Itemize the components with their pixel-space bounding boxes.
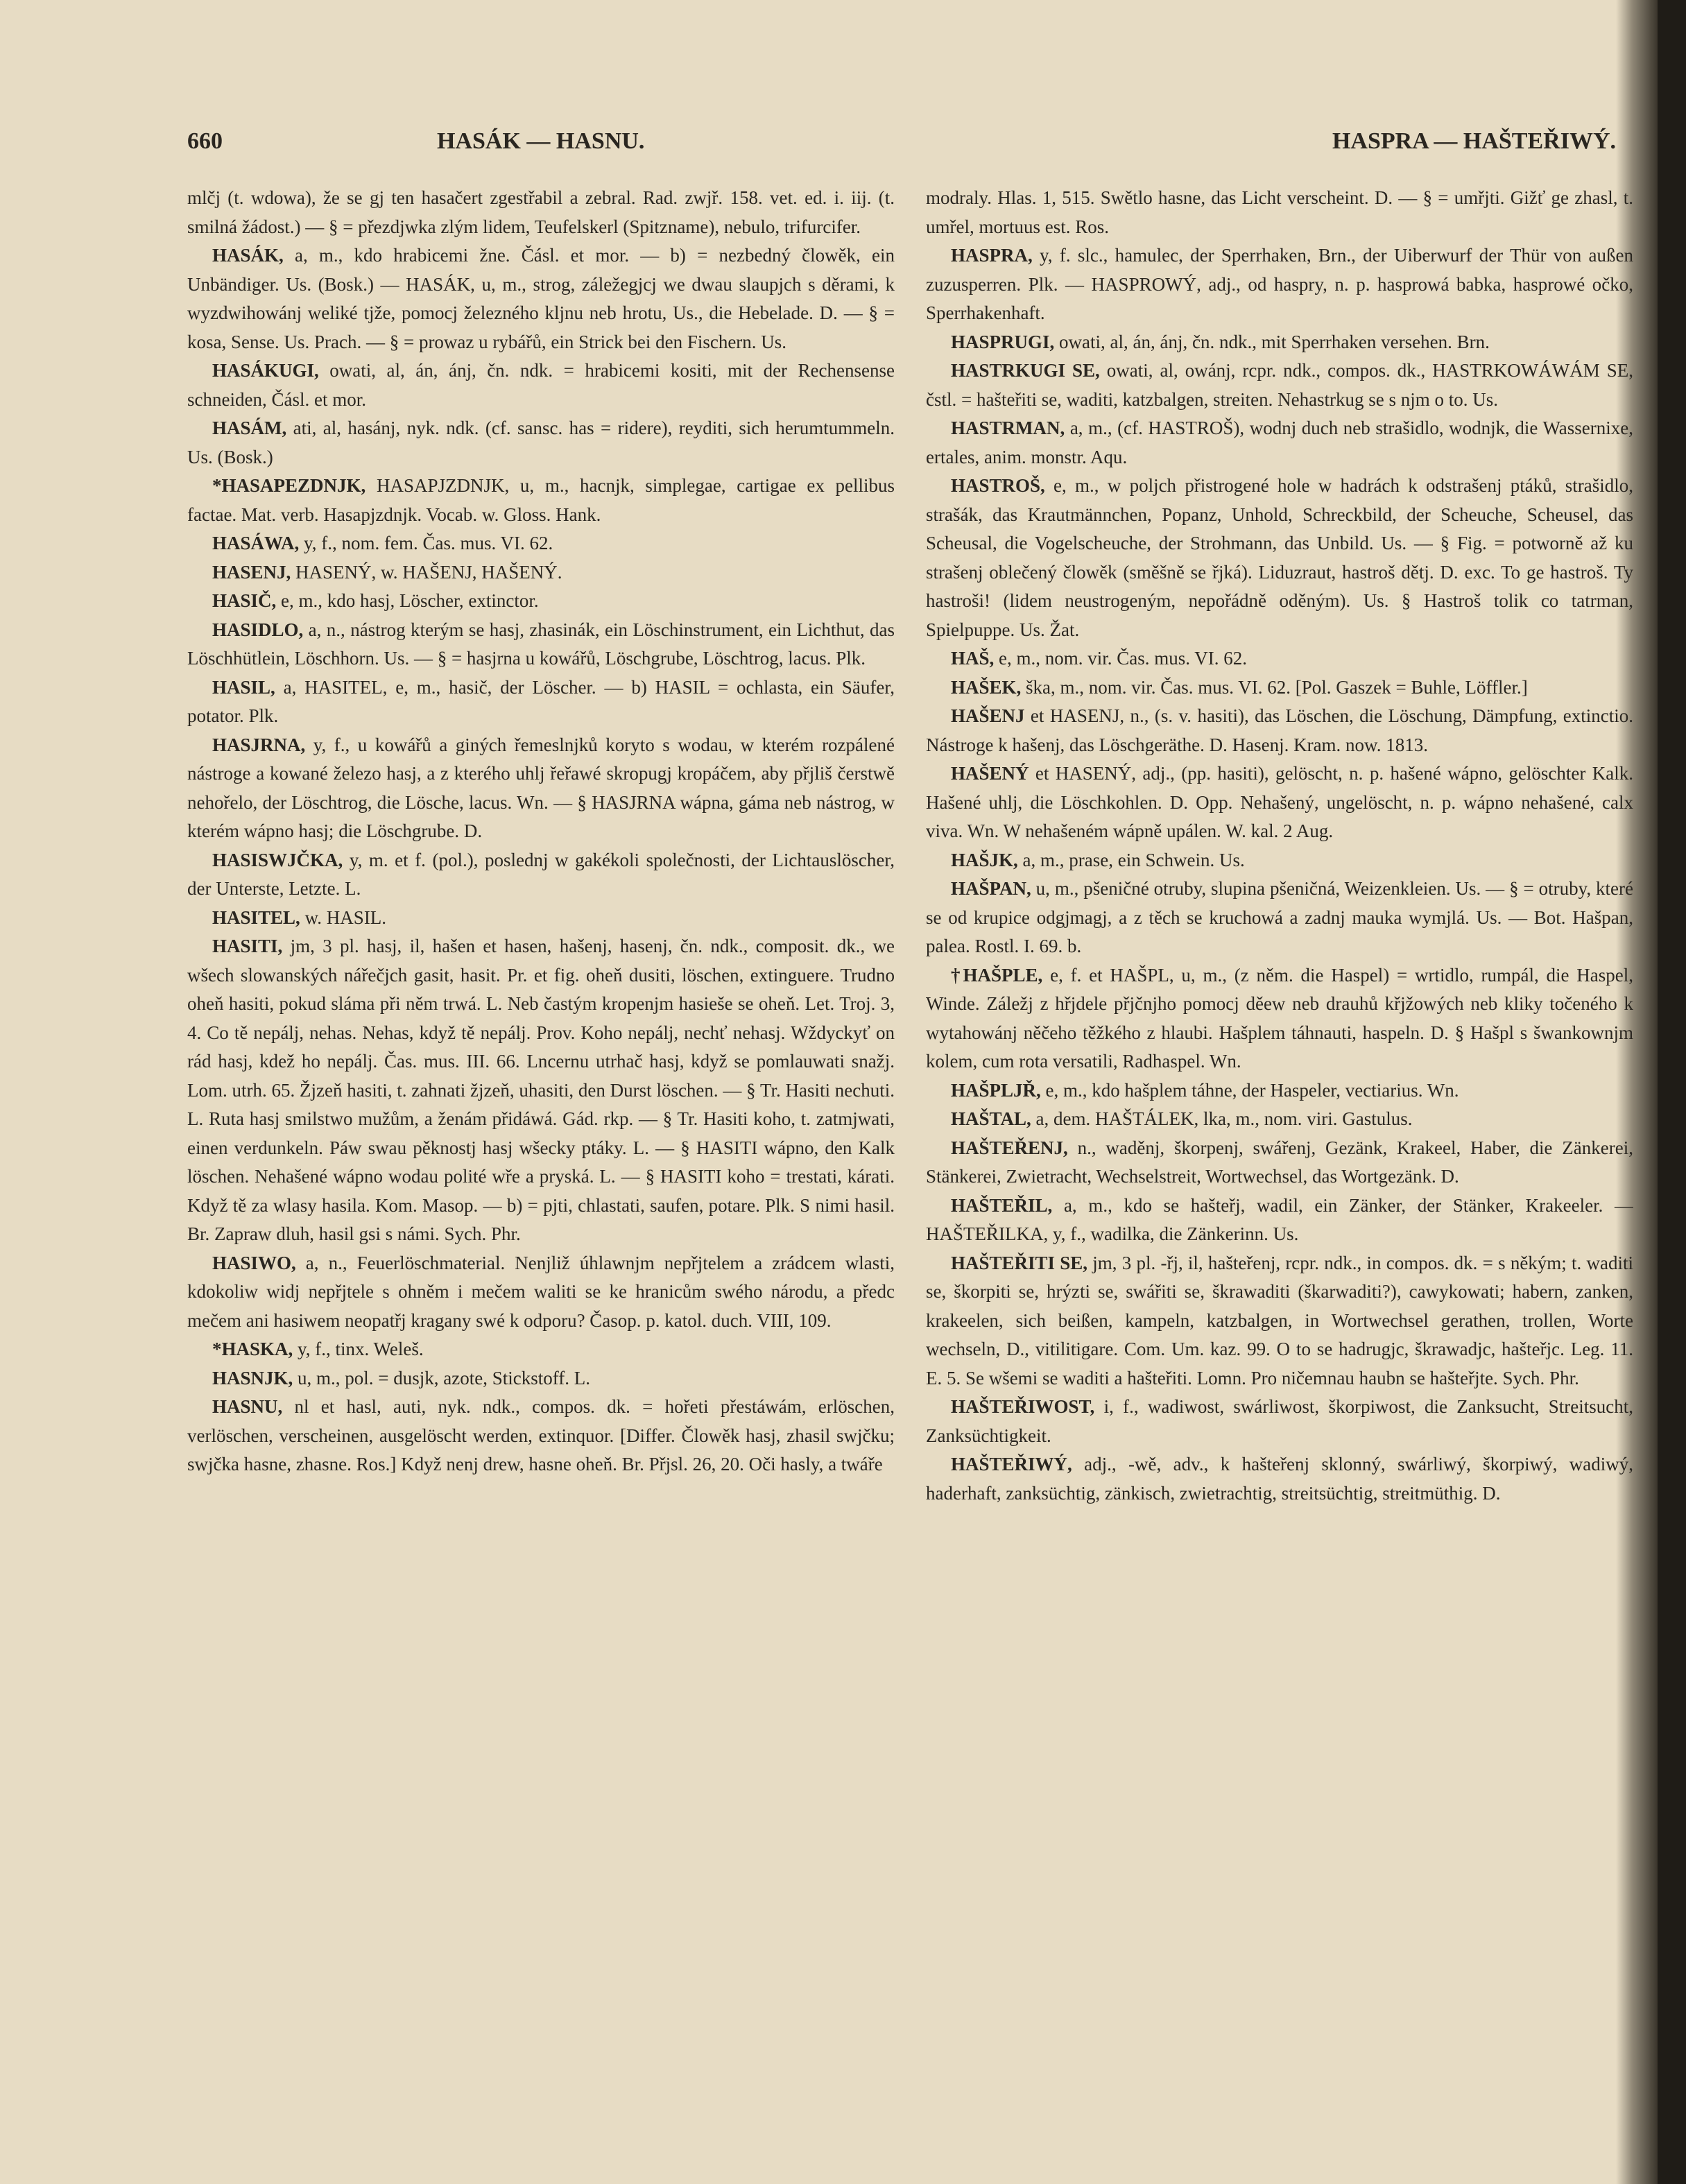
entry-text: adj., -wě, adv., k hašteřenj sklonný, swárliwý, škorpiwý, wadiwý, haderhaft, zanksüchtig, zänkisch, zwietrachtig, streitsüchtig, streitmüthig. D. — [926, 1454, 1633, 1504]
dictionary-entry — [187, 1249, 895, 1336]
dictionary-entry — [187, 587, 895, 616]
entry-text: n., waděnj, škorpenj, swářenj, Gezänk, Krakeel, Haber, die Zänkerei, Stänkerei, Zwietracht, Wechselstreit, Wortwechsel, das Wortgezänk. D. — [926, 1137, 1633, 1187]
headword: HASNU, — [212, 1396, 283, 1417]
headword: HASITEL, — [212, 906, 300, 928]
headword: *HASAPEZDNJK, — [212, 475, 366, 496]
dictionary-entry — [187, 846, 895, 904]
entry-text: u, m., pol. = dusjk, azote, Stickstoff. L. — [293, 1367, 590, 1388]
entry-text: a, m., kdo hrabicemi žne. Čásl. et mor. — b) = nezbedný člowěk, ein Unbändiger. Us. (Bosk.) — HASÁK, u, m., strog, záležegjcj we dwau slaupjch s děrami, k wyzdwihowánj weliké tjže, pomocj železného kljnu neb hrotu, Us., die Hebelade. D. — § = kosa, Sense. Us. Prach. — § = prowaz u rybářů, ein Strick bei den Fischern. Us. — [187, 245, 895, 352]
dictionary-entry — [926, 702, 1633, 759]
entry-text: jm, 3 pl. hasj, il, hašen et hasen, hašenj, hasenj, čn. ndk., composit. dk., we wšech slowanských nářečjch gasit, hasit. Pr. et fig. oheň dusiti, löschen, extinguere. Trudno oheň hasiti, pokud sláma při něm trwá. L. Neb častým kropenjm hasieše se oheň. Let. Troj. 3, 4. Co tě nepálj, nehas. Nehas, když tě nepálj. Prov. Koho nepálj, nechť nehasj. Wždyckyť on rád hasj, kdež ho nepálj. Čas. mus. III. 66. Lncernu utrhač hasj, když se pomlauwati snažj. Lom. utrh. 65. Žjzeň hasiti, t. zahnati žjzeň, uhasiti, den Durst löschen. — § Tr. Hasiti nechuti. L. Ruta hasj smilstwo mužům, a ženám přidáwá. Gád. rkp. — § Tr. Hasiti koho, t. zatmjwati, einen verdunkeln. Páw swau pěknostj hasj wšecky ptáky. L. — § HASITI wápno, den Kalk löschen. Nehašené wápno wodau polité wře a pryská. L. — § HASITI koho = trestati, kárati. Když tě za wlasy hasila. Kom. Masop. — b) = pjti, chlastati, saufen, potare. Plk. S nimi hasil. Br. Zapraw dluh, hasil gsi s námi. Sych. Phr. — [187, 936, 895, 1244]
dictionary-entry — [926, 1192, 1633, 1249]
entry-text: e, m., w poljch přistrogené hole w hadrách k odstrašenj ptáků, strašidlo, strašák, das Krautmännchen, Popanz, Unhold, Schreckbild, der Scheuche, Scheusel, das Scheusal, die Vogelscheuche, der Strohmann, das Unbild. Us. — § Fig. = potworně až ku strašenj oblečený člowěk (směšně se řjká). Liduzraut, hastroš dětj. D. exc. To ge hastroš. Ty hastroši! (lidem neustrogeným, nepořádně oděným). Us. § Hastroš tolik co tatrman, Spielpuppe. Us. Žat. — [926, 475, 1633, 640]
dictionary-entry — [187, 241, 895, 356]
entry-text: ška, m., nom. vir. Čas. mus. VI. 62. [Pol. Gaszek = Buhle, Löffler.] — [1021, 676, 1528, 698]
headword: HASPRA, — [951, 245, 1033, 266]
headword: HAŠTEŘIWÝ, — [951, 1454, 1072, 1474]
entry-text: ati, al, hasánj, nyk. ndk. (cf. sansc. has = ridere), reyditi, sich herumtummeln. Us. (Bosk.) — [187, 418, 895, 467]
entry-text: y, f. slc., hamulec, der Sperrhaken, Brn., der Uiberwurf der Thür von außen zuzusperren. Plk. — HASPROWÝ, adj., od haspry, n. p. hasprowá babka, hasprowé očko, Sperrhakenhaft. — [926, 245, 1633, 323]
headword: HASIWO, — [212, 1252, 296, 1273]
left-column — [187, 184, 895, 2112]
entry-text: a, dem. HAŠTÁLEK, lka, m., nom. viri. Gastulus. — [1031, 1108, 1413, 1129]
headword: HAŠENJ — [951, 705, 1025, 726]
headword: HAŠEK, — [951, 676, 1022, 698]
dictionary-entry — [926, 1134, 1633, 1192]
headword: HAŠPAN, — [951, 878, 1031, 899]
entry-text: a, m., (cf. HASTROŠ), wodnj duch neb strašidlo, wodnjk, die Wassernixe, ertales, anim. monstr. Aqu. — [926, 418, 1633, 467]
entry-text: a, m., kdo se hašteřj, wadil, ein Zänker, der Stänker, Krakeeler. — HAŠTEŘILKA, y, f., wadilka, die Zänkerinn. Us. — [926, 1194, 1633, 1244]
headword: HASÁKUGI, — [212, 360, 319, 381]
headword: HASÁM, — [212, 418, 287, 438]
headword: HASTRMAN, — [951, 418, 1065, 438]
headword: HASNJK, — [212, 1367, 293, 1388]
dictionary-entry — [926, 472, 1633, 644]
entry-text: e, f. et HAŠPL, u, m., (z něm. die Haspel) = wrtidlo, rumpál, die Haspel, Winde. Záležj z hřjdele přjčnjho pomocj děew neb drauhů křjžowých neb kliky točeného k wytahowánj něčeho těžkého z hlaubi. Hašplem táhnauti, haspeln. D. § Hašpl s šwankownjm kolem, cum rota versatili, Radhaspel. Wn. — [926, 964, 1633, 1072]
entry-text: owati, al, owánj, rcpr. ndk., compos. dk., HASTRKOWÁWÁM SE, čstl. = hašteřiti se, waditi, katzbalgen, streiten. Nehastrkug se s njm o to. Us. — [926, 360, 1633, 410]
entry-text: w. HASIL. — [300, 906, 387, 928]
entry-text: owati, al, án, ánj, čn. ndk., mit Sperrhaken versehen. Brn. — [1054, 331, 1490, 352]
headword: HASITI, — [212, 936, 283, 956]
right-column — [926, 184, 1633, 2112]
entry-text: jm, 3 pl. -řj, il, hašteřenj, rcpr. ndk., in compos. dk. = s někým; t. waditi se, škorpiti se, hrýzti se, swářiti se, škrawaditi (škarwaditi?), cawykowati; habern, zanken, krakeelen, sich beißen, kampeln, katzbalgen, in Wortwechsel gerathen, trollen, Worte wechseln, D., vitilitigare. Com. Um. kaz. 99. O to se hadrugjc, škrawadjc, hašteřjc. Leg. 11. E. 5. Se wšemi se waditi a hašteřiti. Lomn. Pro ničemnau haubn se hašteřjte. Sych. Phr. — [926, 1252, 1633, 1388]
headword: HAŠTEŘIL, — [951, 1194, 1053, 1216]
dictionary-entry — [926, 356, 1633, 414]
headword: HAŠTEŘITI SE, — [951, 1252, 1088, 1273]
entry-text: e, m., kdo hašplem táhne, der Haspeler, vectiarius. Wn. — [1040, 1079, 1459, 1101]
headword: HASÁWA, — [212, 533, 300, 553]
dictionary-entry — [926, 875, 1633, 961]
dictionary-entry — [187, 1393, 895, 1479]
headword: HASIL, — [212, 676, 275, 698]
headword: HASTROŠ, — [951, 475, 1045, 496]
entry-text: nl et hasl, auti, nyk. ndk., compos. dk. = hořeti přestáwám, erlöschen, verlöschen, verscheinen, ausgelöscht werden, extinquor. [Differ. Člowěk hasj, zhasil swjčku; swjčka hasne, zhasne. Ros.] Když nenj drew, hasne oheň. Br. Přjsl. 26, 20. Oči hasly, a twáře — [187, 1396, 895, 1474]
headword: HAŠTEŘENJ, — [951, 1137, 1068, 1158]
dictionary-entry — [187, 1364, 895, 1393]
dictionary-entry — [187, 356, 895, 414]
dictionary-entry — [187, 673, 895, 731]
entry-text: y, f., tinx. Weleš. — [293, 1339, 424, 1359]
headword: HASISWJČKA, — [212, 849, 343, 870]
entry-text: modraly. Hlas. 1, 515. Swětlo hasne, das Licht verscheint. D. — § = umřjti. Gižť ge zhasl, t. umřel, mortuus est. Ros. — [926, 187, 1633, 237]
headword: HAŠENÝ — [951, 763, 1029, 784]
entry-text: i, f., wadiwost, swárliwost, škorpiwost, die Zanksucht, Streitsucht, Zanksüchtigkeit. — [926, 1396, 1633, 1446]
dictionary-entry — [926, 184, 1633, 241]
entry-text: y, m. et f. (pol.), poslednj w gakékoli společnosti, der Lichtauslöscher, der Unterste, Letzte. L. — [187, 849, 895, 899]
headword: HASÁK, — [212, 245, 284, 266]
headword: HASIČ, — [212, 590, 277, 611]
dictionary-entry — [187, 616, 895, 673]
dictionary-entry — [187, 731, 895, 846]
dictionary-entry — [187, 529, 895, 558]
dictionary-entry — [926, 414, 1633, 472]
headword: HASIDLO, — [212, 619, 304, 640]
entry-text: y, f., nom. fem. Čas. mus. VI. 62. — [299, 533, 553, 553]
dictionary-entry — [187, 558, 895, 587]
headword: HASJRNA, — [212, 734, 306, 755]
right-running-head: HASPRA — HAŠTEŘIWÝ. — [1332, 128, 1616, 154]
headword: HAŠ, — [951, 648, 995, 669]
dictionary-entry — [926, 1450, 1633, 1508]
dictionary-entry — [187, 472, 895, 529]
dictionary-entry — [926, 241, 1633, 328]
dictionary-entry — [926, 1105, 1633, 1134]
dictionary-entry — [926, 961, 1633, 1076]
headword: HASENJ, — [212, 561, 291, 583]
entry-text: a, HASITEL, e, m., hasič, der Löscher. — b) HASIL = ochlasta, ein Säufer, potator. Plk. — [187, 676, 895, 726]
entry-text: HASENÝ, w. HAŠENJ, HAŠENÝ. — [291, 561, 562, 583]
dictionary-entry — [926, 328, 1633, 357]
headword: HAŠPLJŘ, — [951, 1079, 1041, 1101]
dictionary-entry — [926, 673, 1633, 703]
page-number: 660 — [187, 128, 223, 154]
entry-text: e, m., nom. vir. Čas. mus. VI. 62. — [994, 648, 1248, 669]
dictionary-entry — [926, 1076, 1633, 1106]
headword: *HASKA, — [212, 1339, 293, 1359]
dictionary-entry — [187, 932, 895, 1249]
dictionary-entry — [926, 1393, 1633, 1450]
headword: HASTRKUGI SE, — [951, 360, 1100, 381]
entry-text: a, n., Feuerlöschmaterial. Nenjliž úhlawnjm nepřjtelem a zrádcem wlasti, kdokoliw widj nepřjtele s ohněm i mečem waliti se ke hranicům swého národu, a předc mečem ani hasiwem neopatřj kragany swé k odporu? Časop. p. katol. duch. VIII, 109. — [187, 1252, 895, 1331]
entry-text: HASAPJZDNJK, u, m., hacnjk, simplegae, cartigae ex pellibus factae. Mat. verb. Hasapjzdnjk. Vocab. w. Gloss. Hank. — [187, 475, 895, 525]
dictionary-entry — [187, 904, 895, 933]
entry-text: a, m., prase, ein Schwein. Us. — [1017, 849, 1245, 870]
dictionary-entry — [926, 644, 1633, 673]
dictionary-entry — [187, 414, 895, 472]
entry-text: et HASENÝ, adj., (pp. hasiti), gelöscht, n. p. hašené wápno, gelöschter Kalk. Hašené uhlj, die Löschkohlen. D. Opp. Nehašený, ungelöscht, n. p. wápno nehašené, calx viva. Wn. W nehašeném wápně upálen. W. kal. 2 Aug. — [926, 763, 1633, 841]
entry-text: et HASENJ, n., (s. v. hasiti), das Löschen, die Löschung, Dämpfung, extinctio. Nástroge k hašenj, das Löschgeräthe. D. Hasenj. Kram. now. 1813. — [926, 705, 1633, 755]
entry-text: mlčj (t. wdowa), že se gj ten hasačert zgestřabil a zebral. Rad. zwjř. 158. vet. ed. i. iij. (t. smilná žádost.) — § = přezdjwka zlým lidem, Teufelskerl (Spitzname), nebulo, trifurcifer. — [187, 187, 895, 237]
entry-text: u, m., pšeničné otruby, slupina pšeničná, Weizenkleien. Us. — § = otruby, které se od krupice odgjmagj, a z těch se kruchowá a zadnj mauka wymjlá. Us. — Bot. Hašpan, palea. Rostl. I. 69. b. — [926, 878, 1633, 956]
entry-text: e, m., kdo hasj, Löscher, extinctor. — [276, 590, 539, 611]
dictionary-entry — [926, 1249, 1633, 1393]
page-header — [187, 128, 1616, 170]
left-running-head: HASÁK — HASNU. — [437, 128, 645, 154]
dictionary-entry — [187, 184, 895, 241]
entry-text: y, f., u kowářů a giných řemeslnjků koryto s wodau, w kterém rozpálené nástroge a kowané železo hasj, a z kterého uhlj řeřawé skropugj kropáčem, aby přjliš čerstwě nehořelo, der Löschtrog, die Lösche, lacus. Wn. — § HASJRNA wápna, gáma neb nástrog, w kterém wápno hasj; die Löschgrube. D. — [187, 734, 895, 841]
dictionary-entry — [926, 759, 1633, 846]
entry-text: owati, al, án, ánj, čn. ndk. = hrabicemi kositi, mit der Rechensense schneiden, Čásl. et mor. — [187, 360, 895, 410]
headword: †HAŠPLE, — [951, 964, 1043, 986]
headword: HAŠTAL, — [951, 1108, 1031, 1129]
headword: HAŠTEŘIWOST, — [951, 1396, 1095, 1417]
dictionary-entry — [926, 846, 1633, 875]
dictionary-entry — [187, 1335, 895, 1364]
headword: HASPRUGI, — [951, 331, 1055, 352]
headword: HAŠJK, — [951, 849, 1018, 870]
entry-text: a, n., nástrog kterým se hasj, zhasinák, ein Löschinstrument, ein Lichthut, das Löschhütlein, Löschhorn. Us. — § = hasjrna u kowářů, Löschgrube, Löschtrog, lacus. Plk. — [187, 619, 895, 669]
